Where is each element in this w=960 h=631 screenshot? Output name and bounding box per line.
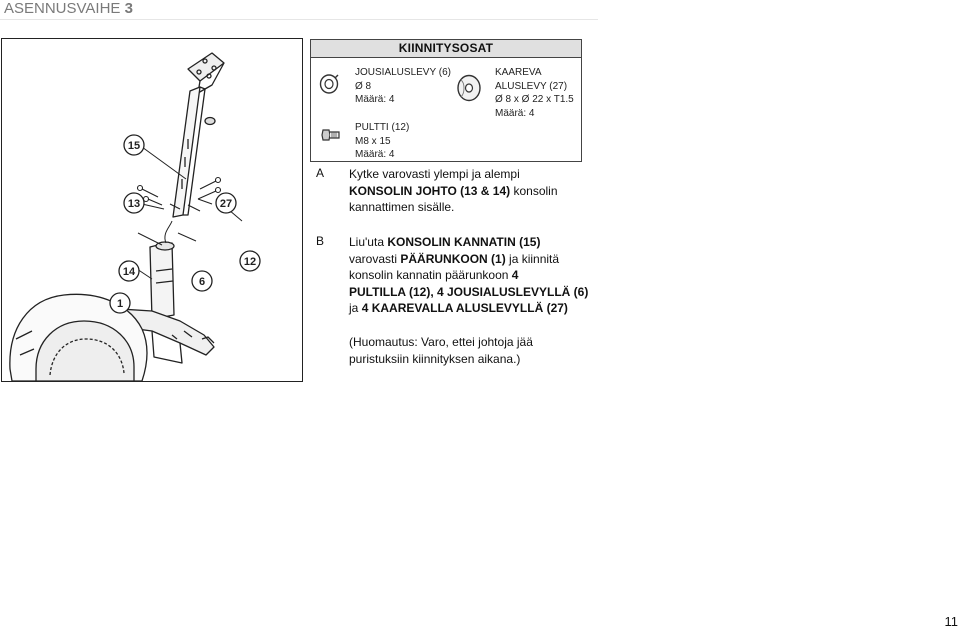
page-header <box>4 0 133 17</box>
callout-label: 27 <box>219 198 233 210</box>
step-heading-number: 3 <box>124 0 133 17</box>
callout-label: 14 <box>122 266 136 278</box>
note-line: puristuksiin kiinnityksen aikana.) <box>349 351 521 366</box>
step-emphasis: PULTILLA (12), 4 JOUSIALUSLEVYLLÄ (6) <box>349 284 589 299</box>
step-b-letter: B <box>316 234 325 248</box>
step-line <box>349 234 609 251</box>
callout-label: 6 <box>198 276 206 288</box>
curved-washer-qty: Määrä: 4 <box>495 107 535 119</box>
callout-label: 1 <box>116 298 124 310</box>
spring-washer-spec <box>355 66 451 107</box>
step-line <box>349 183 609 200</box>
step-line <box>349 300 609 317</box>
step-run: Kytke varovasti ylempi ja alempi <box>349 167 520 181</box>
step-a-text <box>349 166 609 216</box>
curved-washer-spec <box>495 66 574 120</box>
hardware-title: KIINNITYSOSAT <box>311 40 581 58</box>
step-emphasis: KONSOLIN KANNATIN (15) <box>387 235 541 249</box>
spring-washer-size: Ø 8 <box>355 80 372 92</box>
step-emphasis: 4 KAAREVALLA ALUSLEVYLLÄ (27) <box>361 301 568 316</box>
bolt-size: M8 x 15 <box>355 135 391 147</box>
header-divider <box>0 19 598 20</box>
assembly-figure <box>1 38 303 382</box>
bolt-name: PULTTI (12) <box>355 122 410 133</box>
bolt-icon <box>321 127 341 143</box>
step-run: konsolin <box>510 183 558 198</box>
curved-washer-name-2: ALUSLEVY (27) <box>495 80 568 92</box>
step-line <box>349 251 609 268</box>
step-emphasis: KONSOLIN JOHTO (13 & 14) <box>349 183 511 198</box>
step-a-letter: A <box>316 166 325 180</box>
curved-washer-size: Ø 8 x Ø 22 x T1.5 <box>495 94 574 105</box>
assembly-drawing <box>2 39 302 381</box>
spring-washer-name: JOUSIALUSLEVY (6) <box>355 67 451 78</box>
bolt-spec <box>355 121 409 162</box>
step-run: konsolin kannatin päärunkoon <box>349 268 512 283</box>
step-line <box>349 199 609 216</box>
step-run: ja kiinnitä <box>505 251 560 266</box>
step-heading: ASENNUSVAIHE <box>4 0 121 17</box>
step-run: Liu'uta <box>349 235 388 249</box>
step-run: ja <box>349 301 362 316</box>
step-b-text <box>349 234 609 317</box>
spring-washer-icon <box>319 73 339 95</box>
callout-label: 13 <box>127 198 141 210</box>
step-line <box>349 284 609 301</box>
note-text <box>349 334 609 367</box>
page-number: 11 <box>944 614 958 629</box>
bolt-qty: Määrä: 4 <box>355 149 395 160</box>
spring-washer-qty: Määrä: 4 <box>355 94 395 105</box>
callout-label: 12 <box>243 256 257 268</box>
curved-washer-name: KAAREVA <box>495 67 542 78</box>
step-run: varovasti <box>349 251 401 266</box>
step-emphasis: PÄÄRUNKOON (1) <box>400 251 506 266</box>
step-run: kannattimen sisälle. <box>349 200 455 215</box>
note-line: (Huomautus: Varo, ettei johtoja jää <box>349 335 533 349</box>
step-line <box>349 166 609 183</box>
step-emphasis: 4 <box>511 268 519 283</box>
step-line <box>349 267 609 284</box>
callout-label: 15 <box>127 140 141 152</box>
curved-washer-icon <box>456 74 482 102</box>
hardware-box <box>310 39 582 162</box>
